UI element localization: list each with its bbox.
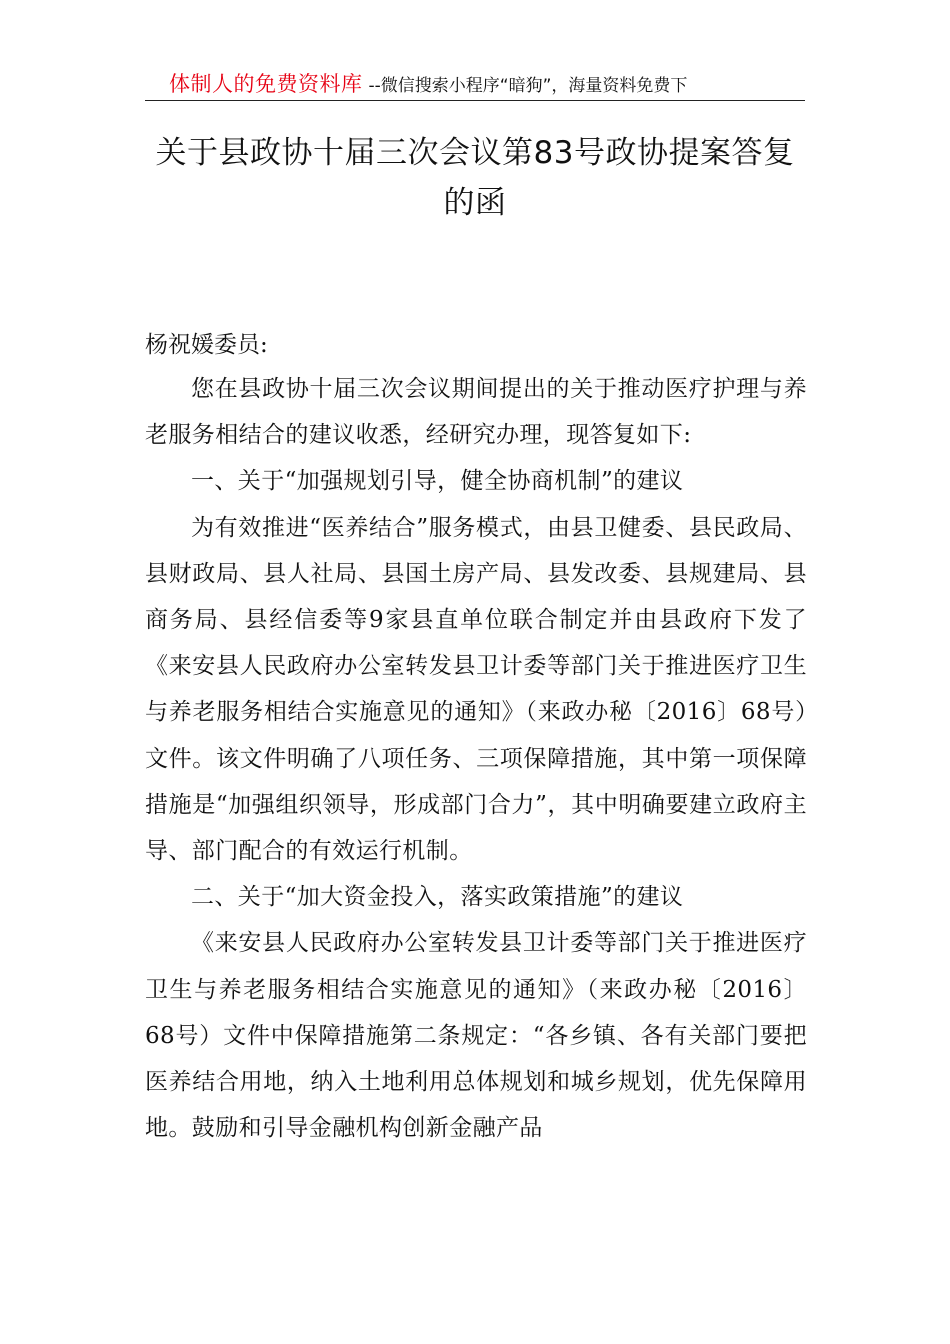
header-banner [145,68,805,102]
section-heading-2: 二、关于“加大资金投入，落实政策措施”的建议 [191,884,684,911]
document-title: 关于县政协十届三次会议第83号政协提案答复的函 [155,135,795,221]
paragraph-section-2: 《来安县人民政府办公室转发县卫计委等部门关于推进医疗卫生与养老服务相结合实施意见的通知》（来政办秘〔2016〕68号）文件中保障措施第二条规定：“各乡镇、各有关部门要把医养结合用地，纳入土地利用总体规划和城乡规划，优先保障用地。鼓励和引导金融机构创新金融产品 [145,930,807,1142]
paragraph-intro: 您在县政协十届三次会议期间提出的关于推动医疗护理与养老服务相结合的建议收悉，经研究办理，现答复如下: [145,376,807,449]
section-heading-1: 一、关于“加强规划引导，健全协商机制”的建议 [191,468,684,495]
header-brand: 体制人的免费资料库 [169,72,363,96]
salutation: 杨祝媛委员: [145,332,268,358]
paragraph-section-1: 为有效推进“医养结合”服务模式，由县卫健委、县民政局、县财政局、县人社局、县国土房产局、县发改委、县规建局、县商务局、县经信委等9家县直单位联合制定并由县政府下发了《来安县人民政府办公室转发县卫计委等部门关于推进医疗卫生与养老服务相结合实施意见的通知》（来政办秘〔2016〕68号）文件。该文件明确了八项任务、三项保障措施，其中第一项保障措施是“加强组织领导，形成部门合力”，其中明确要建立政府主导、部门配合的有效运行机制。 [145,514,807,865]
header-subtitle: --微信搜索小程序“暗狗”，海量资料免费下 [368,76,688,96]
header-divider [145,100,805,101]
document-body [145,366,807,1151]
